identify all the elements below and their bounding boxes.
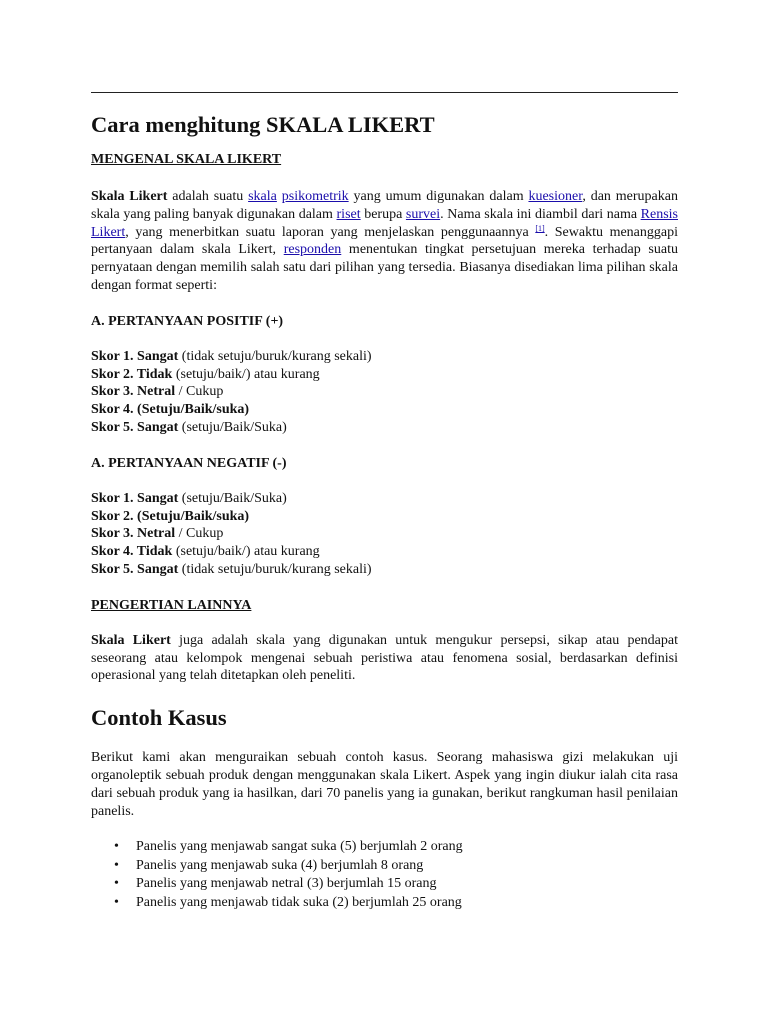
case-paragraph: Berikut kami akan menguraikan sebuah contoh kasus. Seorang mahasiswa gizi melakukan uji organoleptik sebuah produk dengan menggunakan skala Likert. Aspek yang ingin diukur ialah cita rasa dari sebuah produk yang ia hasilkan, dari 70 panelis yang ia gunakan, berikut rangkuman hasil penilaian panelis. xyxy=(91,750,678,819)
intro-paragraph: Skala Likert adalah suatu skala psikometrik yang umum digunakan dalam kuesioner, dan merupakan skala yang paling banyak digunakan dalam riset berupa survei. Nama skala ini diambil dari nama Rensis Likert, yang menerbitkan suatu laporan yang menjelaskan penggunaannya [1]. Sewaktu menanggapi pertanyaan dalam skala Likert, responden menentukan tingkat persetujuan mereka terhadap suatu pernyataan dengan memilih salah satu dari pilihan yang tersedia. Biasanya disediakan lima pilihan skala dengan format seperti: xyxy=(91,189,679,293)
link-survei[interactable]: survei xyxy=(405,206,441,222)
score-item: Skor 1. Sangat (tidak setuju/buruk/kurang sekali) xyxy=(91,348,372,364)
link-kuesioner[interactable]: kuesioner xyxy=(528,189,583,204)
positive-score-list xyxy=(91,348,678,437)
document-body xyxy=(91,108,678,912)
negative-score-list xyxy=(91,490,678,579)
score-item: Skor 2. Tidak (setuju/baik/) atau kurang xyxy=(91,366,320,382)
term-skala-likert: Skala Likert xyxy=(91,189,168,204)
footnote-link[interactable]: [1] xyxy=(535,223,545,233)
link-responden[interactable]: responden xyxy=(283,242,342,258)
score-item: Skor 3. Netral / Cukup xyxy=(91,384,224,400)
link-psikometrik[interactable]: psikometrik xyxy=(281,189,349,204)
score-item: Skor 1. Sangat (setuju/Baik/Suka) xyxy=(91,490,287,506)
negative-heading: A. PERTANYAAN NEGATIF (-) xyxy=(91,455,287,471)
positive-heading: A. PERTANYAAN POSITIF (+) xyxy=(91,313,284,329)
score-item: Skor 3. Netral / Cukup xyxy=(91,526,224,542)
page-title: Cara menghitung SKALA LIKERT xyxy=(91,112,435,137)
list-item: • Panelis yang menjawab netral (3) berjumlah 15 orang xyxy=(136,875,678,894)
link-rensis-likert[interactable]: Rensis Likert xyxy=(91,206,678,240)
list-item: • Panelis yang menjawab sangat suka (5) berjumlah 2 orang xyxy=(136,838,678,857)
link-skala[interactable]: skala xyxy=(248,189,277,204)
score-item: Skor 2. (Setuju/Baik/suka) xyxy=(91,508,250,524)
score-item: Skor 5. Sangat (setuju/Baik/Suka) xyxy=(91,419,287,435)
section-heading-mengenal: MENGENAL SKALA LIKERT xyxy=(91,152,282,167)
link-riset[interactable]: riset xyxy=(336,206,361,222)
score-item: Skor 4. Tidak (setuju/baik/) atau kurang xyxy=(91,544,320,560)
list-item: • Panelis yang menjawab suka (4) berjumlah 8 orang xyxy=(136,857,678,876)
top-divider xyxy=(91,92,678,93)
definition-paragraph: Skala Likert juga adalah skala yang digunakan untuk mengukur persepsi, sikap atau pendapat seseorang atau kelompok mengenai sebuah peristiwa atau fenomena sosial, berdasarkan definisi operasional yang telah ditetapkan oleh peneliti. xyxy=(91,632,678,684)
list-item: • Panelis yang menjawab tidak suka (2) berjumlah 25 orang xyxy=(136,894,678,913)
score-item: Skor 4. (Setuju/Baik/suka) xyxy=(91,402,250,418)
score-item: Skor 5. Sangat (tidak setuju/buruk/kurang sekali) xyxy=(91,561,372,577)
section-heading-pengertian: PENGERTIAN LAINNYA xyxy=(91,597,252,613)
panelis-list xyxy=(91,838,678,912)
section-heading-contoh-kasus: Contoh Kasus xyxy=(91,705,227,731)
